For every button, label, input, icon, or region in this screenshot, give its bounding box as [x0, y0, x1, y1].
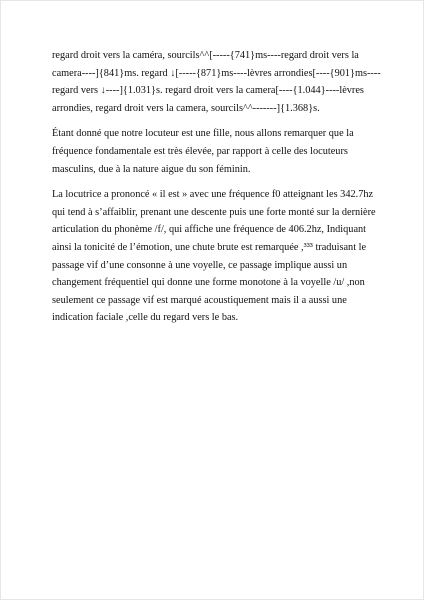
paragraph-annotation-timeline: regard droit vers la caméra, sourcils^^[-----{741}ms----regard droit vers la camera----]{841}ms. regard ↓[-----{871}ms----lèvres arrondies[----{901}ms----regard vers ↓----]{1.031}s. regard droit vers la camera[----{1.044}----lèvres arrondies, regard droit vers la camera, sourcils^^-------]{1.368}s. — [52, 50, 381, 114]
page-body — [52, 47, 382, 335]
paragraph-f0-analysis: La locutrice a prononcé « il est » avec une fréquence f0 atteignant les 342.7hz qui tend à s’affaiblir, prenant une descente puis une forte monté sur la dernière articulation du phonème /f/, qui affiche une fréquence de 406.2hz, Indiquant ainsi la tonicité de l’émotion, une chute brute est remarquée ,³³³ traduisant le passage vif d’une consonne à une voyelle, ce passage implique aussi un changement fréquentiel qui donne une forme monotone à la voyelle /u/ ,non seulement ce passage vif est marqué acoustiquement mais il a aussi une indication faciale ,celle du regard vers le bas. — [52, 189, 376, 324]
paragraph-fundamental-frequency: Étant donné que notre locuteur est une fille, nous allons remarquer que la fréquence fondamentale est très élevée, par rapport à celle des locuteurs masculins, due à la nature aigue du son féminin. — [52, 128, 354, 175]
